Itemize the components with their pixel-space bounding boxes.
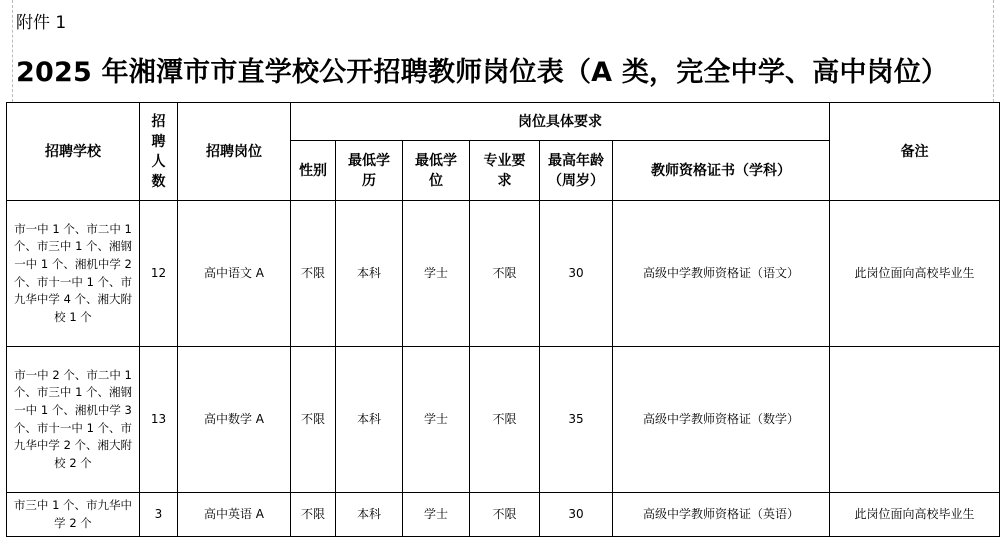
header-age-line: （周岁） [548, 172, 604, 189]
cell-degree: 学士 [403, 493, 470, 537]
cell-position: 高中语文 A [178, 201, 291, 347]
header-remarks: 备注 [830, 103, 1000, 201]
cell-position: 高中英语 A [178, 493, 291, 537]
table-row [7, 347, 1000, 493]
header-major [470, 141, 540, 201]
cell-degree: 学士 [403, 347, 470, 493]
cell-major: 不限 [470, 347, 540, 493]
cell-count: 12 [140, 201, 178, 347]
page-margin-right [993, 0, 994, 102]
cell-certificate: 高级中学教师资格证（英语） [613, 493, 830, 537]
header-degree-line: 最低学 [415, 152, 457, 169]
header-degree-line: 位 [429, 172, 443, 189]
header-education-line: 最低学 [348, 152, 390, 169]
header-certificate: 教师资格证书（学科） [613, 141, 830, 201]
cell-gender: 不限 [291, 493, 336, 537]
cell-count: 3 [140, 493, 178, 537]
cell-age: 30 [540, 493, 613, 537]
header-degree [403, 141, 470, 201]
cell-major: 不限 [470, 493, 540, 537]
cell-degree: 学士 [403, 201, 470, 347]
header-age [540, 141, 613, 201]
cell-count: 13 [140, 347, 178, 493]
header-count [140, 103, 178, 201]
header-major-line: 求 [497, 172, 512, 189]
header-education [336, 141, 403, 201]
cell-school: 市一中 1 个、市二中 1 个、市三中 1 个、湘钢一中 1 个、湘机中学 2 个、市十一中 1 个、市九华中学 4 个、湘大附校 1 个 [7, 201, 140, 347]
recruitment-table [6, 102, 1000, 537]
cell-age: 30 [540, 201, 613, 347]
cell-certificate: 高级中学教师资格证（数学） [613, 347, 830, 493]
header-major-line: 专业要 [483, 152, 526, 169]
header-count-line: 聘 [151, 133, 166, 150]
cell-school: 市三中 1 个、市九华中学 2 个 [7, 493, 140, 537]
header-age-line: 最高年龄 [548, 152, 604, 169]
header-count-line: 数 [151, 173, 166, 190]
cell-education: 本科 [336, 347, 403, 493]
cell-gender: 不限 [291, 201, 336, 347]
table-row [7, 493, 1000, 537]
cell-certificate: 高级中学教师资格证（语文） [613, 201, 830, 347]
header-education-line: 历 [362, 172, 376, 189]
header-gender: 性别 [291, 141, 336, 201]
cell-education: 本科 [336, 493, 403, 537]
header-count-line: 招 [151, 113, 166, 130]
cell-remarks [830, 347, 1000, 493]
table-row [7, 201, 1000, 347]
cell-position: 高中数学 A [178, 347, 291, 493]
cell-education: 本科 [336, 201, 403, 347]
cell-remarks: 此岗位面向高校毕业生 [830, 493, 1000, 537]
cell-school: 市一中 2 个、市二中 1 个、市三中 1 个、湘钢一中 1 个、湘机中学 3 个、市十一中 1 个、市九华中学 2 个、湘大附校 2 个 [7, 347, 140, 493]
document-title: 2025 年湘潭市市直学校公开招聘教师岗位表（A 类，完全中学、高中岗位） [16, 57, 949, 88]
cell-age: 35 [540, 347, 613, 493]
header-requirements: 岗位具体要求 [291, 103, 830, 141]
cell-major: 不限 [470, 201, 540, 347]
attachment-label: 附件 1 [16, 13, 67, 33]
header-position: 招聘岗位 [178, 103, 291, 201]
cell-gender: 不限 [291, 347, 336, 493]
cell-remarks: 此岗位面向高校毕业生 [830, 201, 1000, 347]
header-count-line: 人 [151, 153, 166, 170]
header-school: 招聘学校 [7, 103, 140, 201]
page-margin-left [12, 0, 13, 102]
